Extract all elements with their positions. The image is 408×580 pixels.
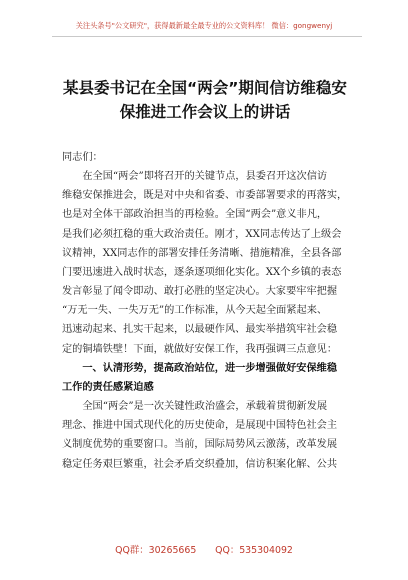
title-line-1: 某县委书记在全国“两会”期间信访维稳安	[63, 79, 347, 97]
document-title	[40, 76, 370, 124]
body-line: 全国“两会”是一次关键性政治盛会，承载着贯彻新发展	[62, 401, 328, 413]
body-line: 发言彰显了闻令即动、敢打必胜的坚定决心。大家要牢牢把握	[62, 286, 338, 298]
salutation: 同志们：	[62, 152, 103, 163]
header-promo-text: 关注头条号"公文研究"，获得最新最全最专业的公文资料库！ 微信：gongwenyj	[75, 21, 333, 30]
body-line: 维稳安保推进会，既是对中央和省委、市委部署要求的再落实，	[62, 190, 348, 202]
body-line: 理念、推进中国式现代化的历史使命，是展现中国特色社会主	[62, 420, 338, 432]
body-line: 迅速动起来、扎实干起来，以最硬作风、最实举措筑牢社会稳	[62, 324, 338, 336]
footer-contact-text: QQ群：30265665 QQ：535304092	[115, 545, 293, 556]
body-line: 也是对全体干部政治担当的再检验。全国“两会”意义非凡，	[62, 209, 328, 221]
body-line: 在全国“两会”即将召开的关键节点，县委召开这次信访	[62, 171, 328, 183]
body-line: 门要迅速进入战时状态，逐条逐项细化实化。XX个乡镇的表态	[62, 266, 342, 278]
body-line: “万无一失、一失万无”的工作标准，从今天起全面紧起来、	[62, 305, 328, 317]
document-body	[62, 148, 358, 474]
title-line-2: 保推进工作会议上的讲话	[119, 103, 291, 121]
header-divider	[52, 36, 362, 37]
body-line: 定的铜墙铁壁！下面，就做好安保工作，我再强调三点意见：	[62, 343, 338, 355]
body-line: 议精神，XX同志作的部署安排任务清晰、措施精准，全县各部	[62, 247, 342, 259]
body-line: 是我们必须扛稳的重大政治责任。刚才，XX同志传达了上级会	[62, 228, 342, 240]
section-heading-1: 一、认清形势，提高政治站位，进一步增强做好安保维稳	[62, 361, 338, 374]
section-heading-1-cont: 工作的责任感紧迫感	[62, 380, 154, 393]
body-line: 义制度优势的重要窗口。当前，国际局势风云激荡，改革发展	[62, 439, 338, 451]
body-line: 稳定任务艰巨繁重，社会矛盾交织叠加，信访积案化解、公共	[62, 458, 338, 470]
